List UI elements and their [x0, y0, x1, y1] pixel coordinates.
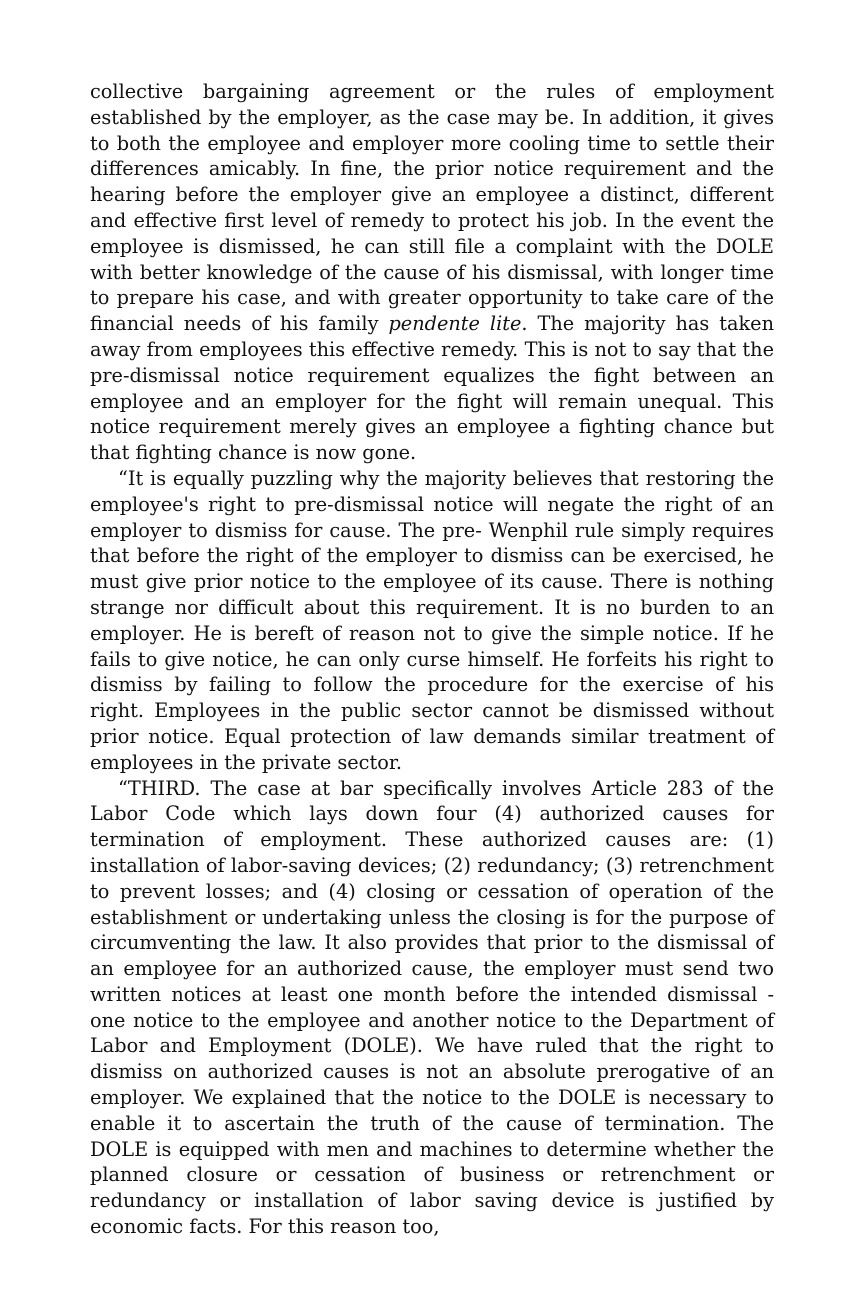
paragraph-text: . The majority has taken away from employees this effective remedy. This is not to say that the pre-dismissal notice requirement equalizes the fight between an employee and an employer for the fight will remain unequal. This notice requirement merely gives an employee a fighting chance but that fighting chance is now gone.: [90, 312, 774, 465]
paragraph-text: collective bargaining agreement or the rules of employment established by the employer, as the case may be. In addition, it gives to both the employee and employer more cooling time to settle their differences amicably. In fine, the prior notice requirement and the hearing before the employer give an employee a distinct, different and effective first level of remedy to protect his job. In the event the employee is dismissed, he can still file a complaint with the DOLE with better knowledge of the cause of his dismissal, with longer time to prepare his case, and with greater opportunity to take care of the financial needs of his family: [90, 80, 774, 336]
italic-latin-phrase: pendente lite: [388, 312, 522, 336]
paragraph-continuation: [90, 79, 774, 466]
paragraph-third: “THIRD. The case at bar specifically involves Article 283 of the Labor Code which lays down four (4) authorized causes for termination of employment. These authorized causes are: (1) installation of labor-saving devices; (2) redundancy; (3) retrenchment to prevent losses; and (4) closing or cessation of operation of the establishment or undertaking unless the closing is for the purpose of circumventing the law. It also provides that prior to the dismissal of an employee for an authorized cause, the employer must send two written notices at least one month before the intended dismissal - one notice to the employee and another notice to the Department of Labor and Employment (DOLE). We have ruled that the right to dismiss on authorized causes is not an absolute prerogative of an employer. We explained that the notice to the DOLE is necessary to enable it to ascertain the truth of the cause of termination. The DOLE is equipped with men and machines to determine whether the planned closure or cessation of business or retrenchment or redundancy or installation of labor saving device is justified by economic facts. For this reason too,: [90, 776, 774, 1239]
document-page: [90, 79, 774, 1240]
paragraph-second: “It is equally puzzling why the majority believes that restoring the employee's right to pre-dismissal notice will negate the right of an employer to dismiss for cause. The pre- Wenphil rule simply requires that before the right of the employer to dismiss can be exercised, he must give prior notice to the employee of its cause. There is nothing strange nor difficult about this requirement. It is no burden to an employer. He is bereft of reason not to give the simple notice. If he fails to give notice, he can only curse himself. He forfeits his right to dismiss by failing to follow the procedure for the exercise of his right. Employees in the public sector cannot be dismissed without prior notice. Equal protection of law demands similar treatment of employees in the private sector.: [90, 466, 774, 774]
